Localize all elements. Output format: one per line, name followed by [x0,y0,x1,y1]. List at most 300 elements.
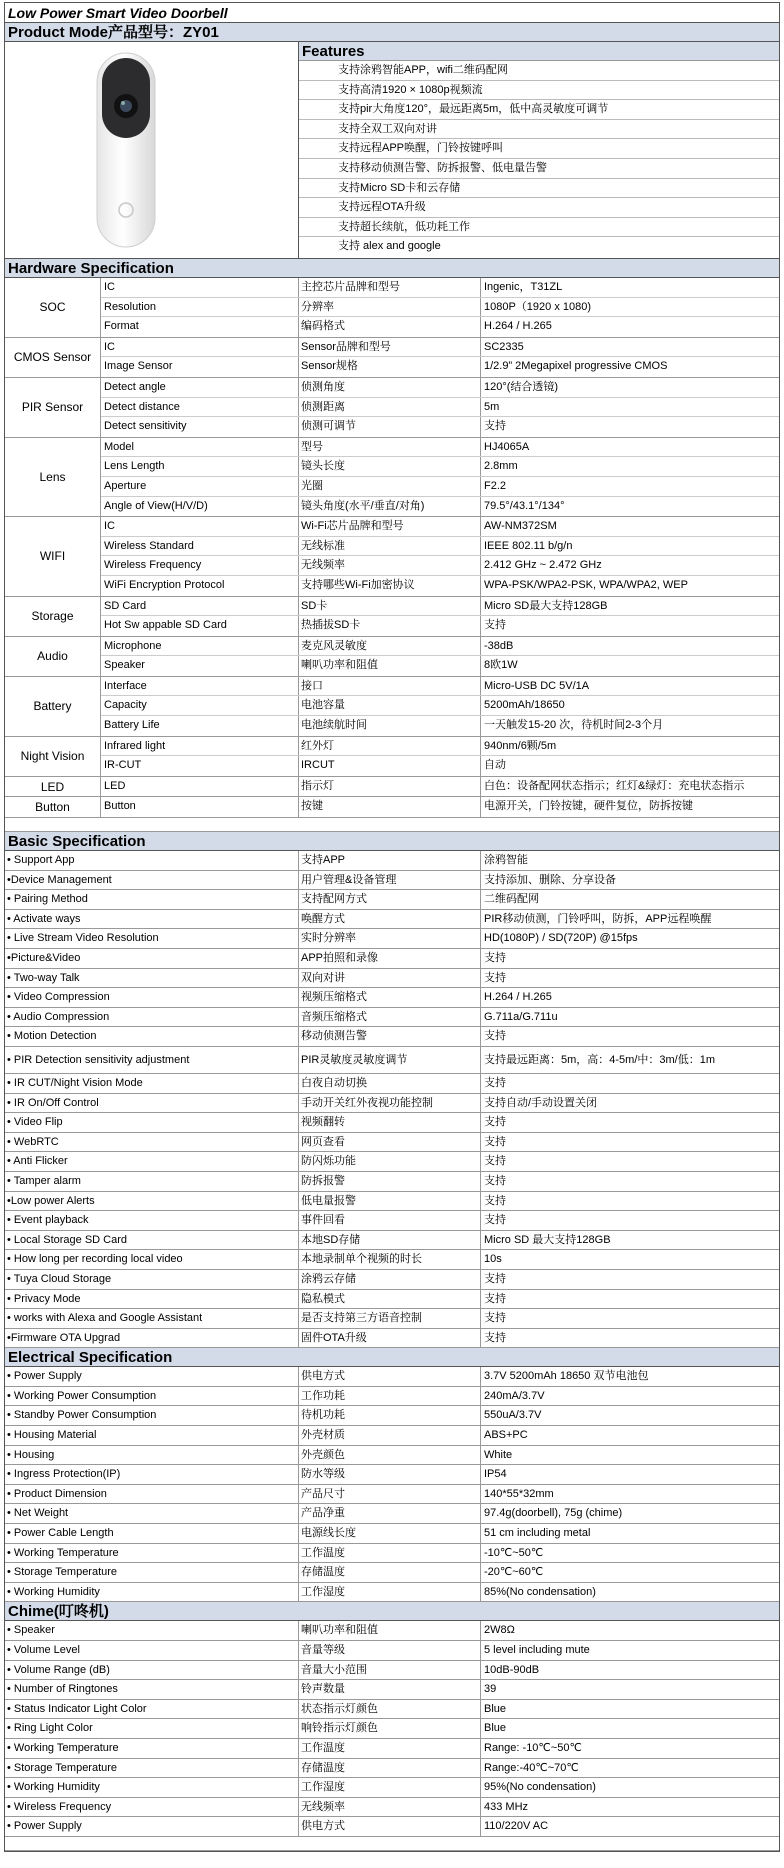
spec-value: 1080P（1920 x 1080) [484,300,592,313]
spec-value: 3.7V 5200mAh 18650 双节电池包 [484,1370,649,1383]
spec-name-cn: PIR灵敏度灵敏度调节 [299,1047,481,1073]
spec-name-cn: 电池续航时间 [299,716,481,736]
spec-name-cn: 侦测距离 [299,398,481,417]
table-row [101,777,779,797]
features-panel [299,42,779,258]
table-row [5,1700,779,1720]
table-row [5,1759,779,1779]
spec-name: Aperture [101,477,299,496]
spec-name: Button [101,797,299,817]
spec-value: 10dB-90dB [484,1663,540,1676]
spec-name: • Live Stream Video Resolution [5,929,299,948]
spec-value: 79.5°/43.1°/134° [484,499,565,512]
spec-value: 10s [484,1253,502,1266]
spec-name-cn: 工作功耗 [299,1387,481,1406]
table-row [101,797,779,817]
table-row [5,1387,779,1407]
hardware-group-label: LED [5,777,101,797]
spec-value: 支持 [484,1292,506,1305]
table-row [5,1406,779,1426]
spec-name: • Audio Compression [5,1008,299,1027]
spec-name-cn: 唤醒方式 [299,910,481,929]
spec-name-cn: 无线频率 [299,556,481,575]
spec-name: • Video Flip [5,1113,299,1132]
table-row [101,556,779,576]
spec-name: • Tamper alarm [5,1172,299,1191]
table-row [5,910,779,930]
spec-value: Ingenic，T31ZL [484,281,563,293]
spec-value: 95%(No condensation) [484,1781,596,1794]
spec-value: 电源开关，门铃按键，硬件复位，防拆按键 [484,800,693,813]
hardware-group [5,637,779,677]
spec-value: 120°(结合透镜) [484,380,559,393]
spec-value: 支持 [484,1272,506,1285]
spec-name: • PIR Detection sensitivity adjustment [5,1047,299,1073]
spec-name: • Video Compression [5,988,299,1007]
table-row [5,871,779,891]
spec-value: 支持添加、删除、分享设备 [484,873,616,886]
spec-name-cn: 喇叭功率和阻值 [299,656,481,676]
hardware-group-label: Storage [5,597,101,636]
table-row [5,1719,779,1739]
table-row [5,1211,779,1231]
doorbell-image [5,42,299,258]
spec-name: • Housing [5,1446,299,1465]
spec-name: • IR On/Off Control [5,1094,299,1113]
hardware-group-rows [101,737,779,776]
table-row [5,1113,779,1133]
spec-value: 5m [484,400,500,413]
product-image [5,42,299,258]
product-section [5,42,779,259]
spec-name-cn: Sensor规格 [299,357,481,377]
spec-value: 110/220V AC [484,1820,549,1833]
spec-value: Blue [484,1722,507,1735]
table-row [5,1367,779,1387]
spec-value: 97.4g(doorbell), 75g (chime) [484,1507,623,1520]
spec-name: •Device Management [5,871,299,890]
table-row [101,576,779,596]
spec-name-cn: 工作温度 [299,1739,481,1758]
spec-name-cn: 本地SD存储 [299,1231,481,1250]
spec-value: 2.412 GHz ~ 2.472 GHz [484,559,602,572]
table-row [5,969,779,989]
spec-name: Lens Length [101,457,299,476]
spec-name: • Two-way Talk [5,969,299,988]
spec-value: AW-NM372SM [484,520,557,533]
spec-name-cn: 工作湿度 [299,1583,481,1602]
hardware-group-label: Battery [5,677,101,736]
spec-value: 支持 [484,1331,506,1344]
spec-name: • Working Temperature [5,1544,299,1563]
table-row [5,1094,779,1114]
table-row [5,1290,779,1310]
spec-name-cn: 主控芯片品牌和型号 [299,278,481,297]
table-row [5,1739,779,1759]
spec-name: Wireless Standard [101,537,299,556]
spec-name: • IR CUT/Night Vision Mode [5,1074,299,1093]
spec-name: • Power Supply [5,1817,299,1836]
spec-name-cn: 麦克风灵敏度 [299,637,481,656]
spec-value: ABS+PC [484,1429,528,1442]
spec-value: 39 [484,1683,497,1696]
spec-name-cn: 响铃指示灯颜色 [299,1719,481,1738]
spec-value: 支持 [484,1135,506,1148]
electrical-header: Electrical Specification [5,1348,779,1367]
spec-name-cn: 视频翻转 [299,1113,481,1132]
table-row [101,497,779,517]
spec-name: • WebRTC [5,1133,299,1152]
spec-value: -10℃~50℃ [484,1546,544,1559]
spec-name: Wireless Frequency [101,556,299,575]
document-title: Low Power Smart Video Doorbell [5,3,779,23]
spec-name: • Number of Ringtones [5,1680,299,1699]
spec-name-cn: 指示灯 [299,777,481,797]
spec-name: Detect angle [101,378,299,397]
table-row [5,929,779,949]
spec-value: 二维码配网 [484,893,539,906]
spec-value: HJ4065A [484,440,530,453]
spec-name-cn: 事件回看 [299,1211,481,1230]
table-row [5,1641,779,1661]
spec-name-cn: 待机功耗 [299,1406,481,1425]
spec-value: WPA-PSK/WPA2-PSK, WPA/WPA2, WEP [484,578,688,591]
table-row [101,438,779,458]
table-row [5,1152,779,1172]
feature-item: 支持超长续航，低功耗工作 [299,218,779,238]
spec-name-cn: 型号 [299,438,481,457]
table-row [5,1524,779,1544]
spec-name: • Speaker [5,1621,299,1640]
spec-name-cn: 编码格式 [299,317,481,337]
spec-name: • Wireless Frequency [5,1798,299,1817]
chime-table [5,1621,779,1837]
spec-name: Angle of View(H/V/D) [101,497,299,517]
spec-name: • Working Humidity [5,1583,299,1602]
spec-name-cn: 支持配网方式 [299,890,481,909]
hardware-group [5,338,779,378]
spec-name-cn: 移动侦测告警 [299,1027,481,1046]
spec-name: • Motion Detection [5,1027,299,1046]
spec-name: • Working Temperature [5,1739,299,1758]
spec-name: • Anti Flicker [5,1152,299,1171]
spec-name: •Low power Alerts [5,1192,299,1211]
table-row [101,696,779,716]
hardware-group [5,797,779,818]
spec-name: • Ingress Protection(IP) [5,1465,299,1484]
table-row [101,357,779,377]
spec-name-cn: 支持哪些Wi-Fi加密协议 [299,576,481,596]
table-row [5,851,779,871]
spec-value: 51 cm including metal [484,1527,591,1540]
table-row [5,1172,779,1192]
spec-value: F2.2 [484,479,507,492]
table-row [5,1231,779,1251]
spec-value: H.264 / H.265 [484,991,552,1004]
hardware-group-label: Button [5,797,101,817]
feature-item: 支持高清1920 × 1080p视频流 [299,81,779,101]
spec-value: Blue [484,1702,507,1715]
spec-name: • Working Humidity [5,1778,299,1797]
spec-value: 支持 [484,1155,506,1168]
spec-name-cn: Wi-Fi芯片品牌和型号 [299,517,481,536]
spec-name-cn: 侦测可调节 [299,417,481,437]
hardware-group [5,777,779,798]
spec-name: • Housing Material [5,1426,299,1445]
spec-value: 支持自动/手动设置关闭 [484,1096,598,1109]
spec-name-cn: 用户管理&设备管理 [299,871,481,890]
hardware-group [5,278,779,338]
table-row [5,1544,779,1564]
spec-value: 自动 [484,759,506,772]
spec-name-cn: 外壳颜色 [299,1446,481,1465]
spec-value: 涂鸦智能 [484,854,528,867]
hardware-group-rows [101,438,779,516]
spec-name-cn: 无线频率 [299,1798,481,1817]
spec-name-cn: 存储温度 [299,1563,481,1582]
hardware-group-label: SOC [5,278,101,337]
table-row [5,1817,779,1837]
spec-name: • works with Alexa and Google Assistant [5,1309,299,1328]
feature-item: 支持全双工双向对讲 [299,120,779,140]
spec-name-cn: 固件OTA升级 [299,1329,481,1348]
spec-name-cn: 实时分辨率 [299,929,481,948]
basic-header: Basic Specification [5,832,779,851]
table-row [5,1563,779,1583]
spec-name-cn: Sensor品牌和型号 [299,338,481,357]
hardware-group-label: Audio [5,637,101,676]
hardware-group [5,378,779,438]
spec-name: Capacity [101,696,299,715]
table-row [101,716,779,736]
spec-name: Battery Life [101,716,299,736]
feature-item: 支持 alex and google [338,240,441,253]
spec-value: 8欧1W [484,659,518,672]
spec-name-cn: 产品净重 [299,1504,481,1523]
hardware-group-rows [101,597,779,636]
product-mode-header: Product Mode产品型号：ZY01 [5,23,779,42]
spec-value: 240mA/3.7V [484,1389,545,1402]
spec-value: 140*55*32mm [484,1487,554,1500]
spec-name-cn: 产品尺寸 [299,1485,481,1504]
table-row [101,477,779,497]
spec-name: Format [101,317,299,337]
spec-name-cn: SD卡 [299,597,481,616]
table-row [101,298,779,318]
table-row [101,597,779,617]
hardware-group-rows [101,278,779,337]
hardware-group-rows [101,637,779,676]
spec-value: 支持 [484,1076,506,1089]
spec-name: Image Sensor [101,357,299,377]
table-row [5,1309,779,1329]
spec-name-cn: 双向对讲 [299,969,481,988]
spec-name-cn: 分辨率 [299,298,481,317]
spec-name: • Event playback [5,1211,299,1230]
spec-name-cn: 是否支持第三方语音控制 [299,1309,481,1328]
hardware-group-rows [101,517,779,595]
table-row [5,1192,779,1212]
table-row [5,1426,779,1446]
spec-value: Micro SD 最大支持128GB [484,1233,611,1246]
spec-value: 支持 [484,619,506,632]
table-row [5,1047,779,1074]
spec-name-cn: 喇叭功率和阻值 [299,1621,481,1640]
spec-value: 85%(No condensation) [484,1585,596,1598]
spec-value: White [484,1448,513,1461]
spec-name-cn: 按键 [299,797,481,817]
hardware-group [5,438,779,517]
table-row [101,338,779,358]
spec-value: 支持 [484,1174,506,1187]
spec-name-cn: 无线标准 [299,537,481,556]
hardware-table [5,278,779,818]
spec-value: 5200mAh/18650 [484,699,565,712]
spec-name: Interface [101,677,299,696]
spec-name: • Local Storage SD Card [5,1231,299,1250]
table-row [5,1485,779,1505]
spec-name-cn: 镜头长度 [299,457,481,476]
table-row [5,1583,779,1603]
spec-name-cn: 供电方式 [299,1817,481,1836]
spec-name-cn: 存储温度 [299,1759,481,1778]
spec-value: 支持 [484,420,506,433]
spec-name: • Standby Power Consumption [5,1406,299,1425]
spec-name: Hot Sw appable SD Card [101,616,299,636]
spec-name-cn: 视频压缩格式 [299,988,481,1007]
spec-value: Range: -10℃~50℃ [484,1741,582,1754]
spec-name: • Net Weight [5,1504,299,1523]
spec-value: 一天触发15-20 次，待机时间2-3个月 [484,719,664,732]
hardware-group-label: PIR Sensor [5,378,101,437]
spec-name: IC [101,278,299,297]
spec-name-cn: 电池容量 [299,696,481,715]
table-row [101,537,779,557]
spec-name: IC [101,517,299,536]
table-row [5,1008,779,1028]
spec-value: 白色：设备配网状态指示；红灯&绿灯：充电状态指示 [484,779,745,792]
table-row [101,398,779,418]
spec-name: IC [101,338,299,357]
spec-name-cn: 热插拔SD卡 [299,616,481,636]
spec-name-cn: 本地录制单个视频的时长 [299,1250,481,1269]
hardware-group-label: Lens [5,438,101,516]
spec-name: • Storage Temperature [5,1563,299,1582]
hardware-group-rows [101,378,779,437]
spec-name: IR-CUT [101,756,299,776]
table-row [5,1504,779,1524]
spec-value: G.711a/G.711u [484,1010,558,1023]
spec-name: WiFi Encryption Protocol [101,576,299,596]
spec-name: • Volume Range (dB) [5,1661,299,1680]
hardware-group-rows [101,677,779,736]
feature-item: 支持远程OTA升级 [299,198,779,218]
spec-name: • Product Dimension [5,1485,299,1504]
table-row [5,1133,779,1153]
spec-name-cn: 工作湿度 [299,1778,481,1797]
table-row [5,1074,779,1094]
spec-name: Detect sensitivity [101,417,299,437]
spec-name-cn: 红外灯 [299,737,481,756]
spec-name-cn: 白夜自动切换 [299,1074,481,1093]
table-row [101,417,779,437]
spec-value: 433 MHz [484,1800,529,1813]
spec-value: Micro-USB DC 5V/1A [484,679,590,692]
hardware-group [5,597,779,637]
feature-item: 支持pir大角度120°，最远距离5m，低中高灵敏度可调节 [299,100,779,120]
spec-name: SD Card [101,597,299,616]
spec-value: Micro SD最大支持128GB [484,599,608,612]
spec-name-cn: 低电量报警 [299,1192,481,1211]
spec-name-cn: 支持APP [299,851,481,870]
spec-value: 支持最远距离：5m，高：4-5m/中：3m/低：1m [484,1053,716,1066]
feature-item: 支持移动侦测告警、防拆报警、低电量告警 [299,159,779,179]
spec-name-cn: 防闪烁功能 [299,1152,481,1171]
spec-value: IEEE 802.11 b/g/n [484,539,573,552]
spec-name-cn: 工作温度 [299,1544,481,1563]
spec-name-cn: 音量等级 [299,1641,481,1660]
spec-name-cn: 网页查看 [299,1133,481,1152]
spec-name: • Privacy Mode [5,1290,299,1309]
table-row [5,1329,779,1349]
spec-value: Range:-40℃~70℃ [484,1761,579,1774]
hardware-group-label: CMOS Sensor [5,338,101,377]
hardware-group [5,737,779,777]
spacer [5,1837,779,1851]
hardware-group-label: Night Vision [5,737,101,776]
table-row [101,317,779,337]
spec-value: 2W8Ω [484,1624,515,1637]
spec-name: Microphone [101,637,299,656]
spec-value: 支持 [484,1214,506,1227]
hardware-header: Hardware Specification [5,259,779,278]
spec-name: Model [101,438,299,457]
spacer [5,818,779,832]
spec-value: SC2335 [484,340,524,353]
spec-value: 2.8mm [484,460,518,473]
spec-name: • Working Power Consumption [5,1387,299,1406]
spec-name-cn: 防拆报警 [299,1172,481,1191]
spec-value: 支持 [484,952,506,964]
table-row [101,378,779,398]
spec-name-cn: APP拍照和录像 [299,949,481,968]
hardware-group [5,517,779,596]
table-row [5,1661,779,1681]
table-row [101,278,779,298]
spec-value: 支持 [484,1312,506,1325]
spec-name-cn: 外壳材质 [299,1426,481,1445]
table-row [5,1446,779,1466]
table-row [101,656,779,676]
spec-name-cn: 音量大小范围 [299,1661,481,1680]
spec-name: • Ring Light Color [5,1719,299,1738]
table-row [5,988,779,1008]
hardware-group-label: WIFI [5,517,101,595]
table-row [5,1270,779,1290]
spec-name-cn: 音频压缩格式 [299,1008,481,1027]
spec-sheet [4,2,780,1852]
spec-value: 支持 [484,971,506,984]
spec-name-cn: 手动开关红外夜视功能控制 [299,1094,481,1113]
table-row [5,1465,779,1485]
feature-item: 支持Micro SD卡和云存储 [299,179,779,199]
spec-name: •Firmware OTA Upgrad [5,1329,299,1348]
spec-name-cn: 铃声数量 [299,1680,481,1699]
table-row [5,1798,779,1818]
features-list [299,61,779,257]
table-row [5,1778,779,1798]
spec-name: • Storage Temperature [5,1759,299,1778]
